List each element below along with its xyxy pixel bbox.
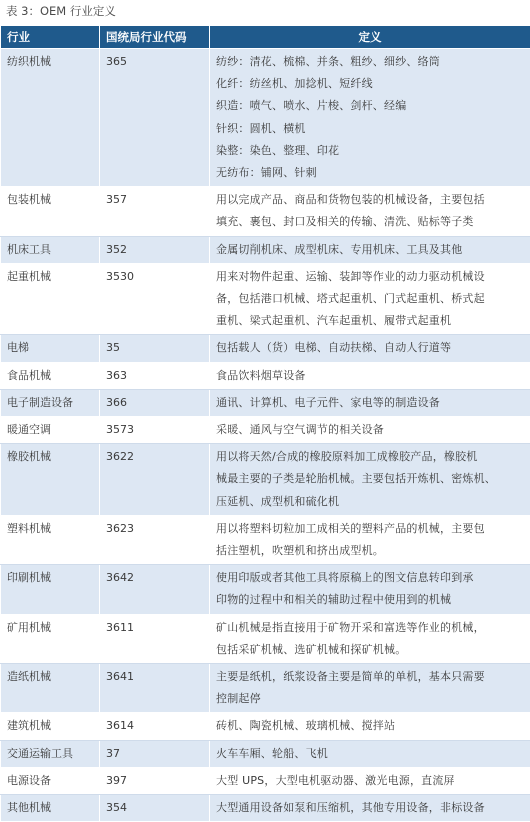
code-cell: 365 (100, 49, 210, 187)
definition-cell (210, 187, 530, 236)
definition-line: 采暖、通风与空气调节的相关设备 (216, 419, 524, 441)
industry-cell: 起重机械 (1, 263, 100, 335)
code-cell: 366 (100, 389, 210, 416)
table-row (1, 740, 530, 767)
industry-cell: 电梯 (1, 335, 100, 362)
definition-cell (210, 614, 530, 663)
industry-cell: 食品机械 (1, 362, 100, 389)
code-cell: 357 (100, 187, 210, 236)
table-row (1, 335, 530, 362)
code-cell: 3614 (100, 713, 210, 740)
code-cell: 354 (100, 795, 210, 822)
industry-cell: 纺织机械 (1, 49, 100, 187)
industry-cell: 橡胶机械 (1, 444, 100, 516)
definition-line: 矿山机械是指直接用于矿物开采和富选等作业的机械， (216, 617, 524, 639)
code-cell: 397 (100, 767, 210, 794)
table-row (1, 795, 530, 822)
code-cell: 37 (100, 740, 210, 767)
definition-cell (210, 713, 530, 740)
definition-cell (210, 565, 530, 614)
definition-line: 用以将天然/合成的橡胶原料加工成橡胶产品，橡胶机 (216, 446, 524, 468)
definition-cell (210, 417, 530, 444)
definition-line: 金属切削机床、成型机床、专用机床、工具及其他 (216, 239, 524, 261)
definition-line: 大型通用设备如泵和压缩机，其他专用设备，非标设备 (216, 797, 524, 819)
table-row (1, 389, 530, 416)
industry-cell: 其他机械 (1, 795, 100, 822)
table-caption: 表 3：OEM 行业定义 (0, 0, 530, 26)
industry-cell: 交通运输工具 (1, 740, 100, 767)
definition-line: 压延机、成型机和硫化机 (216, 491, 524, 513)
table-row (1, 444, 530, 516)
oem-industry-table (0, 26, 530, 822)
industry-cell: 造纸机械 (1, 664, 100, 713)
header-definition: 定义 (210, 26, 530, 49)
definition-line: 食品饮料烟草设备 (216, 365, 524, 387)
definition-line: 填充、裹包、封口及相关的传输、清洗、贴标等子类 (216, 211, 524, 233)
industry-cell: 塑料机械 (1, 515, 100, 564)
code-cell: 3611 (100, 614, 210, 663)
table-row (1, 263, 530, 335)
definition-cell (210, 335, 530, 362)
definition-cell (210, 389, 530, 416)
definition-line: 械最主要的子类是轮胎机械。主要包括开炼机、密炼机、 (216, 468, 524, 490)
table-row (1, 362, 530, 389)
code-cell: 3622 (100, 444, 210, 516)
code-cell: 3530 (100, 263, 210, 335)
industry-cell: 矿用机械 (1, 614, 100, 663)
definition-cell (210, 664, 530, 713)
definition-line: 纺纱：清花、梳棉、并条、粗纱、细纱、络筒 (216, 51, 524, 73)
table-row (1, 417, 530, 444)
table-row (1, 565, 530, 614)
definition-line: 染整：染色、整理、印花 (216, 140, 524, 162)
definition-cell (210, 49, 530, 187)
table-row (1, 713, 530, 740)
definition-line: 主要是纸机，纸浆设备主要是简单的单机，基本只需要 (216, 666, 524, 688)
code-cell: 3642 (100, 565, 210, 614)
definition-line: 控制起停 (216, 688, 524, 710)
industry-cell: 建筑机械 (1, 713, 100, 740)
definition-line: 包括载人（货）电梯、自动扶梯、自动人行道等 (216, 337, 524, 359)
definition-line: 无纺布：铺网、针刺 (216, 162, 524, 184)
definition-line: 用以将塑料切粒加工成相关的塑料产品的机械，主要包 (216, 518, 524, 540)
definition-line: 通讯、计算机、电子元件、家电等的制造设备 (216, 392, 524, 414)
code-cell: 352 (100, 236, 210, 263)
definition-cell (210, 362, 530, 389)
code-cell: 3573 (100, 417, 210, 444)
definition-line: 重机、梁式起重机、汽车起重机、履带式起重机 (216, 310, 524, 332)
definition-cell (210, 515, 530, 564)
industry-cell: 包装机械 (1, 187, 100, 236)
header-code: 国统局行业代码 (100, 26, 210, 49)
definition-cell (210, 263, 530, 335)
definition-line: 包括采矿机械、选矿机械和探矿机械。 (216, 639, 524, 661)
industry-cell: 暖通空调 (1, 417, 100, 444)
definition-line: 大型 UPS，大型电机驱动器、激光电源，直流屏 (216, 770, 524, 792)
code-cell: 363 (100, 362, 210, 389)
table-row (1, 614, 530, 663)
industry-cell: 印刷机械 (1, 565, 100, 614)
industry-cell: 机床工具 (1, 236, 100, 263)
definition-line: 织造：喷气、喷水、片梭、剑杆、经编 (216, 95, 524, 117)
table-row (1, 236, 530, 263)
table-row (1, 767, 530, 794)
definition-line: 备，包括港口机械、塔式起重机、门式起重机、桥式起 (216, 288, 524, 310)
definition-line: 针织：圆机、横机 (216, 118, 524, 140)
table-header-row (1, 26, 530, 49)
code-cell: 3641 (100, 664, 210, 713)
code-cell: 35 (100, 335, 210, 362)
definition-line: 砖机、陶瓷机械、玻璃机械、搅拌站 (216, 715, 524, 737)
definition-cell (210, 767, 530, 794)
definition-line: 化纤：纺丝机、加捻机、短纤线 (216, 73, 524, 95)
table-row (1, 515, 530, 564)
code-cell: 3623 (100, 515, 210, 564)
definition-line: 用以完成产品、商品和货物包装的机械设备，主要包括 (216, 189, 524, 211)
definition-cell (210, 795, 530, 822)
industry-cell: 电子制造设备 (1, 389, 100, 416)
definition-cell (210, 740, 530, 767)
definition-line: 使用印版或者其他工具将原稿上的图文信息转印到承 (216, 567, 524, 589)
table-row (1, 664, 530, 713)
definition-line: 火车车厢、轮船、飞机 (216, 743, 524, 765)
table-row (1, 49, 530, 187)
definition-line: 用来对物件起重、运输、装卸等作业的动力驱动机械设 (216, 266, 524, 288)
definition-line: 印物的过程中和相关的辅助过程中使用到的机械 (216, 589, 524, 611)
header-industry: 行业 (1, 26, 100, 49)
table-row (1, 187, 530, 236)
definition-line: 括注塑机，吹塑机和挤出成型机。 (216, 540, 524, 562)
industry-cell: 电源设备 (1, 767, 100, 794)
definition-cell (210, 236, 530, 263)
definition-cell (210, 444, 530, 516)
